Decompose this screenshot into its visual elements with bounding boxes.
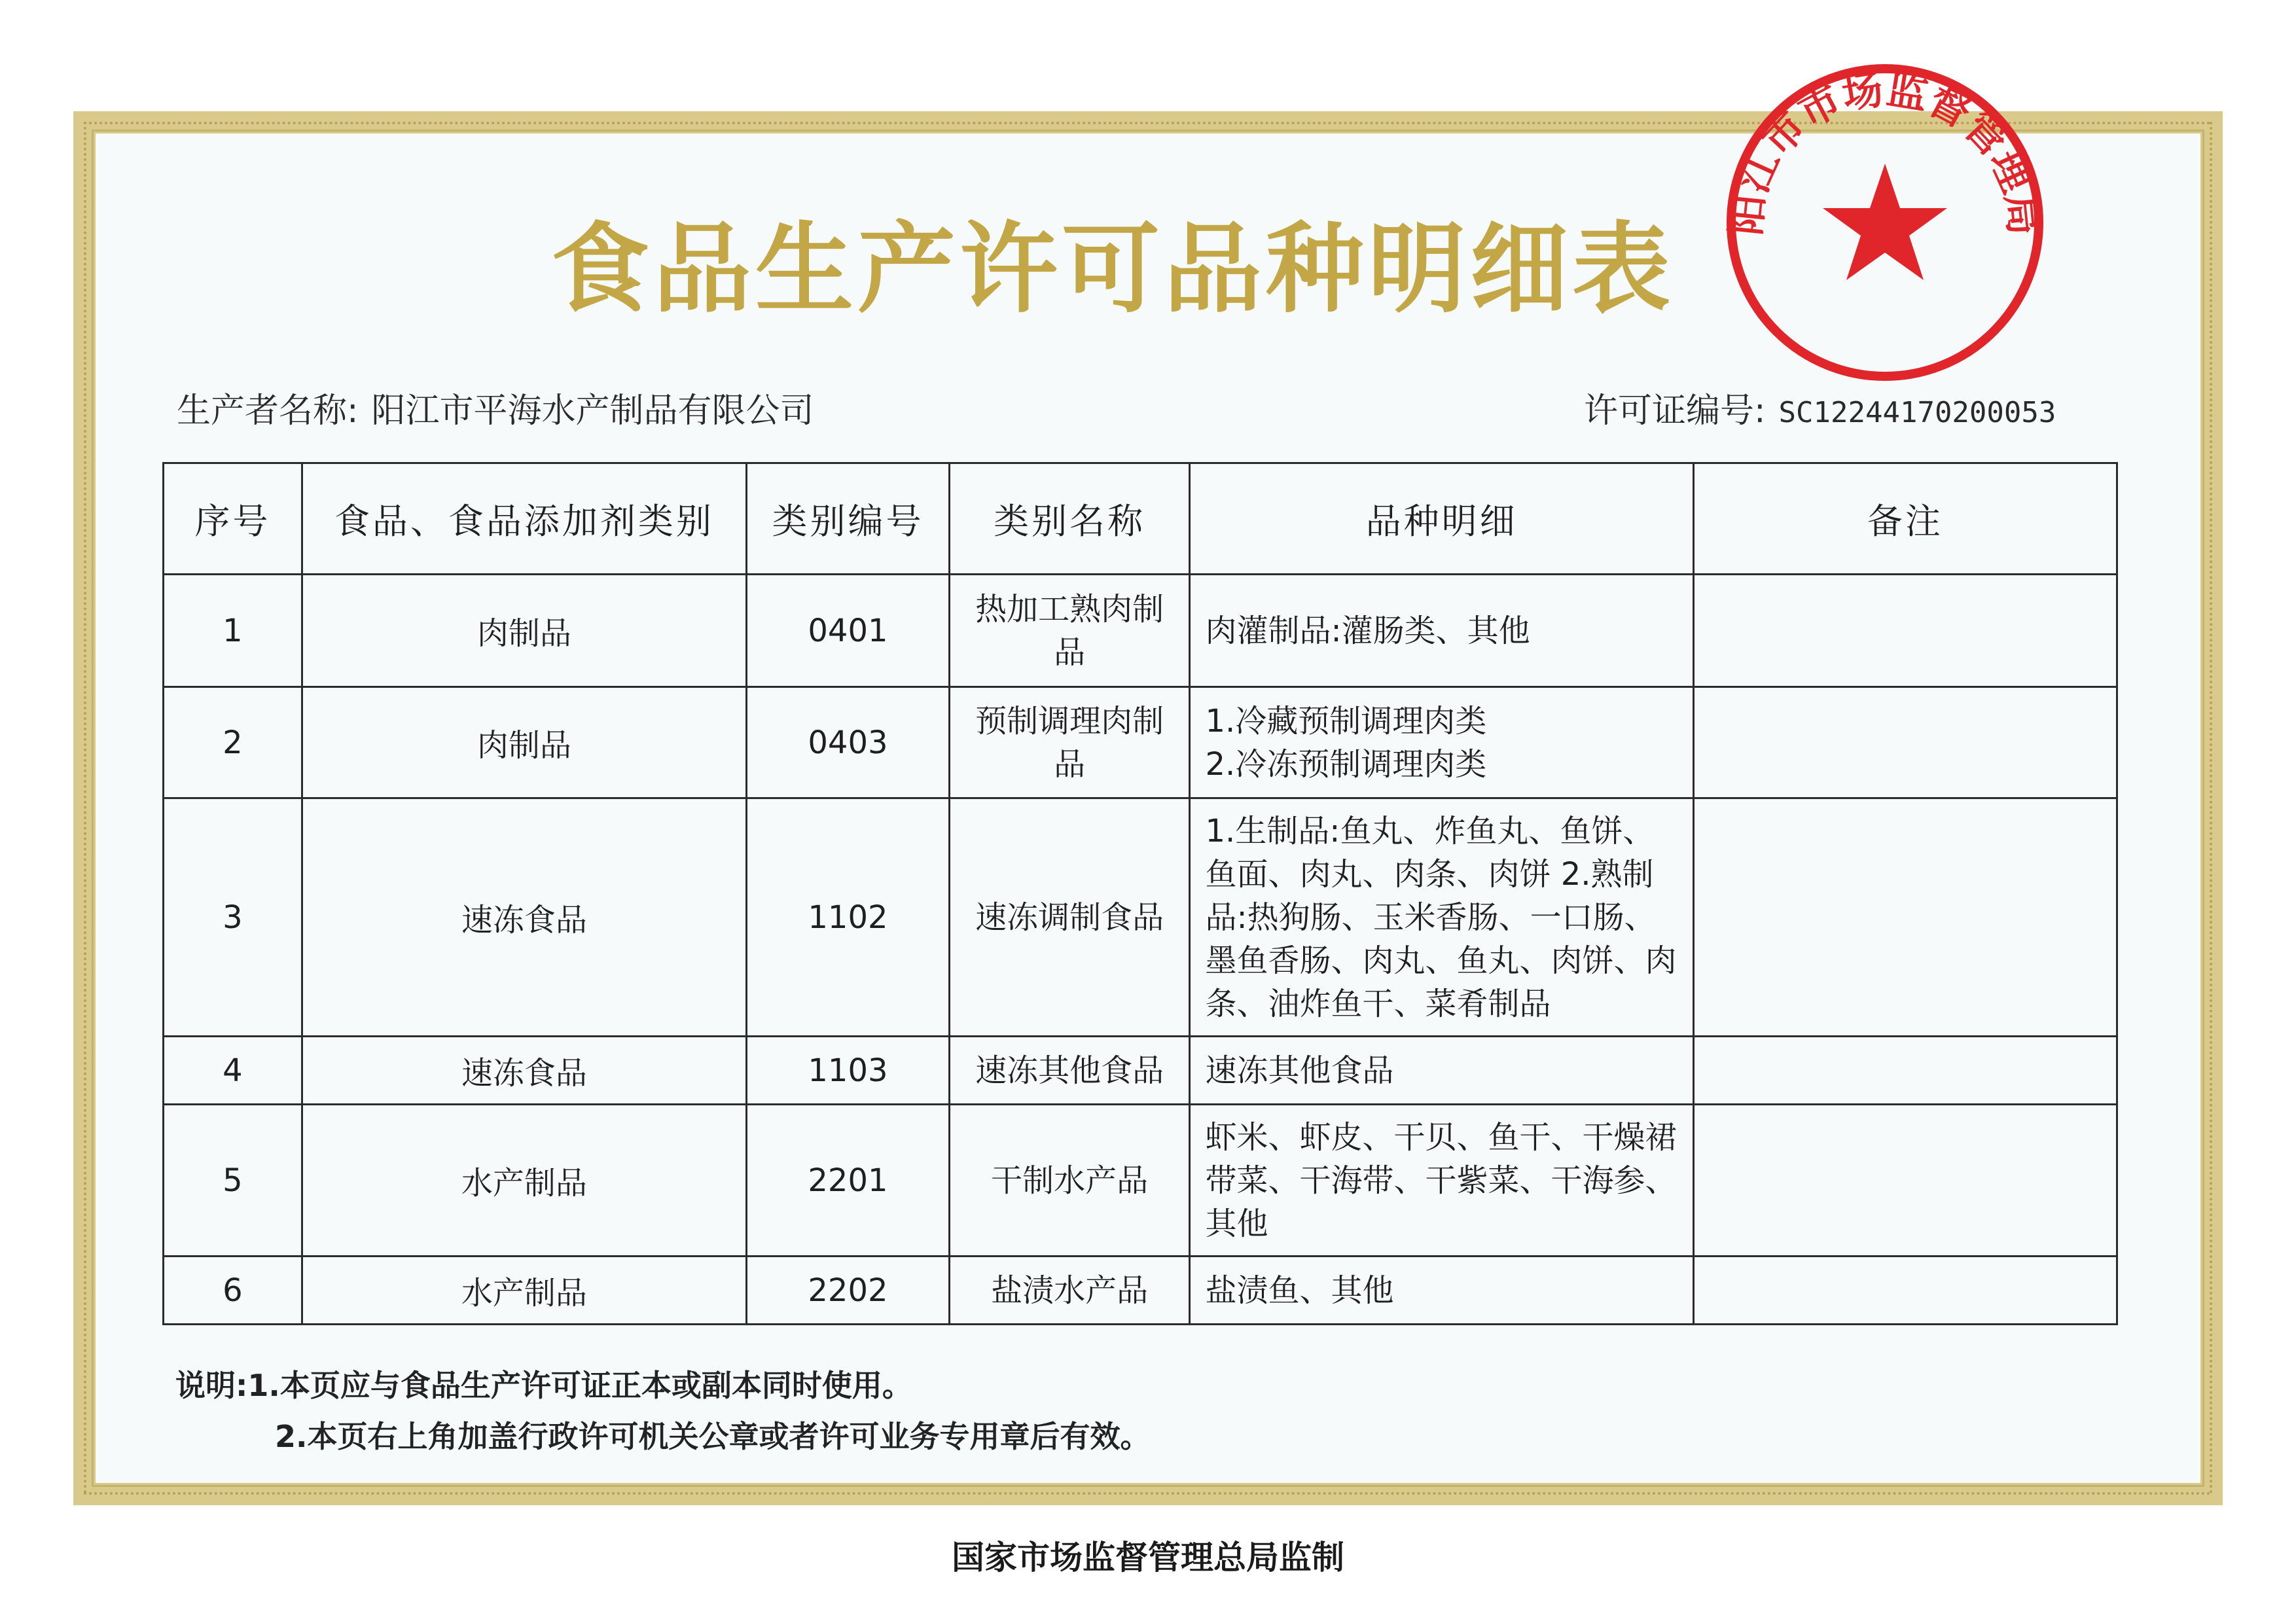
license-label: 许可证编号:: [1584, 391, 1766, 431]
row-seq: 5: [164, 1105, 302, 1257]
table-row: [164, 687, 2117, 798]
row-code: 2201: [747, 1105, 950, 1257]
producer-label: 生产者名称:: [177, 391, 359, 431]
row-seq: 1: [164, 575, 302, 687]
row-category: 肉制品: [302, 575, 746, 687]
header-name: 类别名称: [949, 463, 1190, 575]
seal-text: 阳江市市场监督管理局: [1721, 65, 2049, 238]
header-remark: 备注: [1693, 463, 2117, 575]
note-item: 1.本页应与食品生产许可证正本或副本同时使用。: [247, 1368, 912, 1403]
license-number: SC12244170200053: [1778, 396, 2056, 429]
row-name: 盐渍水产品: [949, 1257, 1190, 1325]
row-code: 0401: [747, 575, 950, 687]
row-code: 0403: [747, 687, 950, 798]
row-detail: [1190, 687, 1693, 798]
row-category: 速冻食品: [302, 1037, 746, 1105]
row-seq: 4: [164, 1037, 302, 1105]
row-detail: 盐渍鱼、其他: [1190, 1257, 1693, 1325]
row-detail: 肉灌制品:灌肠类、其他: [1190, 575, 1693, 687]
row-name: 干制水产品: [949, 1105, 1190, 1257]
producer-field: [177, 383, 814, 432]
detail-line: 1.冷藏预制调理肉类: [1205, 702, 1487, 740]
note-line-2: 2.本页右上角加盖行政许可机关公章或者许可业务专用章后有效。: [275, 1419, 1151, 1454]
header-code: 类别编号: [747, 463, 950, 575]
header-detail: 品种明细: [1190, 463, 1693, 575]
row-category: 水产制品: [302, 1257, 746, 1325]
row-name: 预制调理肉制品: [949, 687, 1190, 798]
table-header-row: [164, 463, 2117, 575]
row-remark: [1693, 1105, 2117, 1257]
row-seq: 2: [164, 687, 302, 798]
row-detail: 速冻其他食品: [1190, 1037, 1693, 1105]
row-category: 水产制品: [302, 1105, 746, 1257]
official-seal-stamp: [1715, 52, 2055, 393]
row-category: 速冻食品: [302, 798, 746, 1037]
row-remark: [1693, 687, 2117, 798]
row-remark: [1693, 575, 2117, 687]
producer-name: 阳江市平海水产制品有限公司: [371, 391, 814, 431]
table-row: [164, 1257, 2117, 1325]
table-row: [164, 575, 2117, 687]
table-row: [164, 1105, 2117, 1257]
row-remark: [1693, 798, 2117, 1037]
variety-detail-table: [162, 462, 2118, 1325]
row-detail: 虾米、虾皮、干贝、鱼干、干燥裙带菜、干海带、干紫菜、干海参、其他: [1190, 1105, 1693, 1257]
row-remark: [1693, 1037, 2117, 1105]
notes-section: [175, 1360, 1150, 1462]
table-row: [164, 798, 2117, 1037]
row-category: 肉制品: [302, 687, 746, 798]
row-seq: 3: [164, 798, 302, 1037]
header-category: 食品、食品添加剂类别: [302, 463, 746, 575]
supervisor-footer: 国家市场监督管理总局监制: [952, 1539, 1344, 1577]
row-detail: 1.生制品:鱼丸、炸鱼丸、鱼饼、鱼面、肉丸、肉条、肉饼 2.熟制品:热狗肠、玉米香肠、一口肠、墨鱼香肠、肉丸、鱼丸、肉饼、肉条、油炸鱼干、菜肴制品: [1190, 798, 1693, 1037]
row-code: 1103: [747, 1037, 950, 1105]
row-name: 速冻调制食品: [949, 798, 1190, 1037]
header-seq: 序号: [164, 463, 302, 575]
table-row: [164, 1037, 2117, 1105]
notes-label: 说明:: [175, 1368, 248, 1403]
detail-line: 2.冷冻预制调理肉类: [1205, 745, 1487, 783]
row-name: 热加工熟肉制品: [949, 575, 1190, 687]
row-code: 2202: [747, 1257, 950, 1325]
row-name: 速冻其他食品: [949, 1037, 1190, 1105]
row-remark: [1693, 1257, 2117, 1325]
page-title: 食品生产许可品种明细表: [550, 211, 1674, 327]
note-line-1: [175, 1360, 1150, 1411]
row-code: 1102: [747, 798, 950, 1037]
star-icon: [1823, 164, 1947, 280]
row-seq: 6: [164, 1257, 302, 1325]
